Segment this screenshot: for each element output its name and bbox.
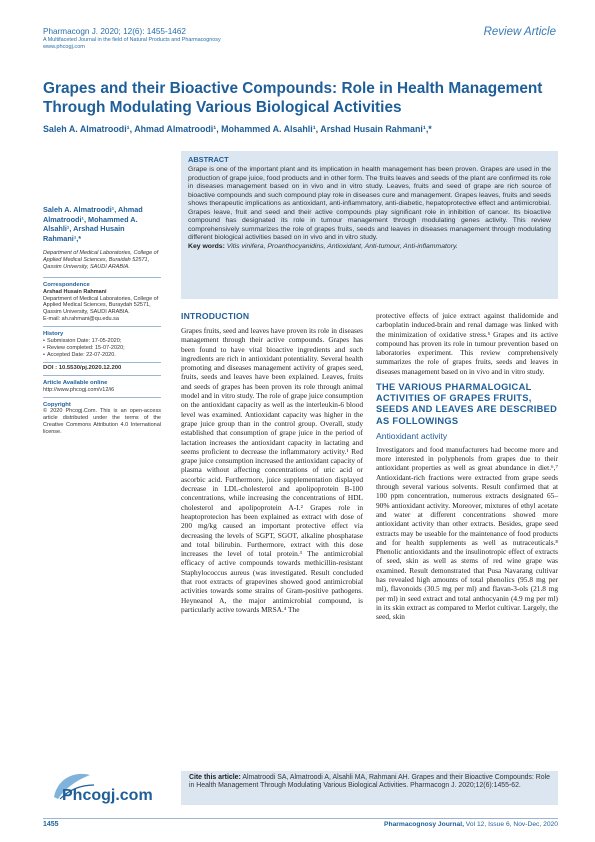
- article-title: Grapes and their Bioactive Compounds: Role in Health Management Through Modulating Various Biological Activities: [43, 80, 543, 116]
- sidebar-authors: Saleh A. Almatroodi¹, Ahmad Almatroodi¹, Mohammed A. Alsahli¹, Arshad Husain Rahmani¹,*: [43, 205, 143, 243]
- body-column-right: [376, 311, 558, 622]
- divider: [43, 397, 161, 398]
- keywords-text: Vitis vinifera, Proanthocyanidins, Antioxidant, Anti-tumour, Anti-inflammatory.: [226, 242, 458, 250]
- correspondence-email[interactable]: E-mail: ah.rahmani@qu.edu.sa: [43, 316, 119, 323]
- copyright-text: © 2020 Phcogj.Com. This is an open-access article distributed under the terms of the Creative Commons Attribution 4.0 International license.: [43, 408, 161, 436]
- footer-divider: [43, 818, 558, 819]
- abstract-text: Grape is one of the important plant and its implication in health management has been proven. Grapes are used in the production of grape juice, food products and in other form. The fruits leaves and seeds of the plant are confirmed its role in diseases management based on in vivo and in vitro study. Leaves, fruits and seed of grape are rich source of bioactive compounds and such compound play role in diseases cure and management. Grapes leaves, fruits and seeds shows therapeutic implications as antioxidant, anti-inflammatory, anti-diabetic, hepatoprotective effect and antimicrobial. Grapes leave, fruit and seed and their active compounds play significant role in inhibition of cancer. Its bioactive compound has designated its role in tumour management through modulating genes activity. This review comprehensively summarizes the role of grapes fruits, seeds and leaves in diseases management through modulating different biological activities based on in vivo and in vitro study.: [188, 166, 551, 242]
- journal-subtitle: A Multifaceted Journal in the field of Natural Products and Pharmacognosy: [43, 37, 221, 43]
- journal-header: [43, 27, 403, 51]
- correspondence-address: Department of Medical Laboratories, College of Applied Medical Sciences, Buraydah 52571, Qassim University, SAUDI ARABIA.: [43, 295, 159, 316]
- article-type-label: Review Article: [483, 26, 556, 38]
- phcogj-logo: [46, 767, 161, 805]
- journal-citation-line: Pharmacogn J. 2020; 12(6): 1455-1462: [43, 27, 186, 36]
- footer-journal-name: Pharmacognosy Journal,: [384, 821, 464, 828]
- footer-issue: Vol 12, Issue 6, Nov-Dec, 2020: [465, 821, 558, 828]
- introduction-continuation: protective effects of juice extract against thalidomide and carboplatin induced-brain and renal damage was linked with the minimization of oxidative stress.⁵ Grapes and its active compound has proven its role in tumour prevention based on laboratories experiment. This review comprehensively summarizes the role of grapes fruits, seeds and leaves in diseases management based on in vivo and in vitro study.: [376, 311, 558, 376]
- introduction-heading: INTRODUCTION: [181, 311, 250, 321]
- doi[interactable]: DOI : 10.5530/pj.2020.12.200: [43, 364, 122, 371]
- article-url-link[interactable]: http://www.phcogj.com/v12/i6: [43, 386, 115, 393]
- section-heading: THE VARIOUS PHARMALOGICAL ACTIVITIES OF GRAPES FRUITS, SEEDS AND LEAVES ARE DESCRIBED AS FOLLOWINGS: [376, 382, 558, 426]
- divider: [43, 326, 161, 327]
- keywords-line: [188, 243, 551, 252]
- introduction-text: Grapes fruits, seed and leaves have proven its role in diseases management through their active compounds. Grapes has been found to have vital bioactive ingredients and such ingredients are rich in antioxidant potentiality. Several health promoting and diseases management activity of grapes seed, fruits, seeds and leaves have been explained. Leaves, fruits and seeds of grapes has been proven its role through animal model and in vitro study. The role of grape juice consumption on the antioxidant capacity as well as the interleukin-6 blood level was examined. Antioxidant capacity was higher in the grape juice group than in the control group. Overall, study established that consumption of grape juice in the period of lactation increases the antioxidant capacity in lactating and seems proficient to decrease the inflammatory activity.¹ Red grape juice consumption increased the antioxidant capacity of plasma without affecting concentrations of uric acid or ascorbic acid. Furthermore, juice supplementation displayed decrease in LDL-cholesterol and apolipoprotein B-100 concentrations, while increasing the concentrations of HDL cholesterol and apolipoprotein A-I.² Grapes role in heaptoprotecion has been explained as extract with dose of 200 mg/kg caused an important protective effect via decreasing the levels of SGPT, SGOT, alkaline phosphatase and total bilirubin. Furthermore, extract with this dose increases the level of total protein.³ The antimicrobial efficacy of active compounds towards methicillin-resistant Staphylococcus aureus (was investigated. Result concluded that root extracts of grapevines showed good antimicrobial activities towards some strains of Gram-positive pathogens. Heyneanol A, the major antimicrobial compound, is particularly active towards MRSA.⁴ The: [181, 326, 363, 614]
- abstract-heading: ABSTRACT: [188, 155, 229, 164]
- antioxidant-text: Investigators and food manufacturers had become more and more interested in polyphenols from grapes due to their antioxidant properties as well as great abundance in diet.⁶,⁷ Antioxidant-rich fractions were extracted from grape seeds through several various solvents. Result confirmed that at 100 ppm concentration, numerous extracts designated 65–90% antioxidant activity. Moreover, mixtures of ethyl acetate and water at different concentrations showed more antioxidant activity than other extracts. Besides, grape seed extracts may be useable for the maintenance of food products and for health supplements as well as nutraceuticals.⁸ Phenolic antioxidants and the insulinotropic effect of extracts of seed, skin as well as stems of red wine grape was examined. Result demonstrated that Pusa Navarang cultivar has revealed high amounts of total phenolics (95.8 mg per ml), flavonoids (30.5 mg per ml) and flavan-3-ols (21.8 mg per ml) in seed extract and total anthocyanin (4.9 mg per ml) in its skin extract as compared to Merlot cultivar. Largely, the seed, skin: [376, 444, 558, 622]
- abstract-box: [181, 151, 558, 299]
- article-online-label: Article Available online: [43, 379, 108, 386]
- author-list: Saleh A. Almatroodi¹, Ahmad Almatroodi¹, Mohammed A. Alsahli¹, Arshad Husain Rahmani¹,*: [43, 124, 432, 134]
- history-item: • Accepted Date: 22-07-2020.: [43, 352, 161, 359]
- page-number: 1455: [43, 821, 59, 828]
- sidebar: [43, 205, 161, 436]
- affiliation: Department of Medical Laboratories, College of Applied Medical Sciences, Buraidah 52571, Qassim University, SAUDI ARABIA.: [43, 250, 159, 270]
- logo-wordmark: Phcogj.com: [62, 787, 153, 804]
- cite-box: [181, 771, 558, 805]
- history-item: • Review completed: 15-07-2020;: [43, 345, 161, 352]
- divider: [43, 375, 161, 376]
- keywords-label: Key words:: [188, 242, 225, 250]
- journal-website-link[interactable]: www.phcogj.com: [43, 44, 85, 50]
- divider: [43, 362, 161, 363]
- history-label: History: [43, 331, 64, 338]
- body-column-left: [181, 311, 363, 614]
- cite-text: Almatroodi SA, Almatroodi A, Alsahli MA, Rahmani AH. Grapes and their Bioactive Compounds: Role in Health Management Through Modulating Various Biological Activities. Pharmacogn J. 2020;12(6):1455-62.: [189, 774, 550, 790]
- correspondence-label: Correspondence: [43, 281, 90, 288]
- footer-journal: [384, 821, 558, 828]
- subsection-heading: Antioxidant activity: [376, 430, 448, 441]
- history-item: • Submission Date: 17-05-2020;: [43, 338, 161, 345]
- copyright-label: Copyright: [43, 401, 71, 408]
- correspondence-name: Arshad Husain Rahmani: [43, 288, 107, 295]
- divider: [43, 277, 161, 278]
- cite-label: Cite this article:: [189, 774, 241, 781]
